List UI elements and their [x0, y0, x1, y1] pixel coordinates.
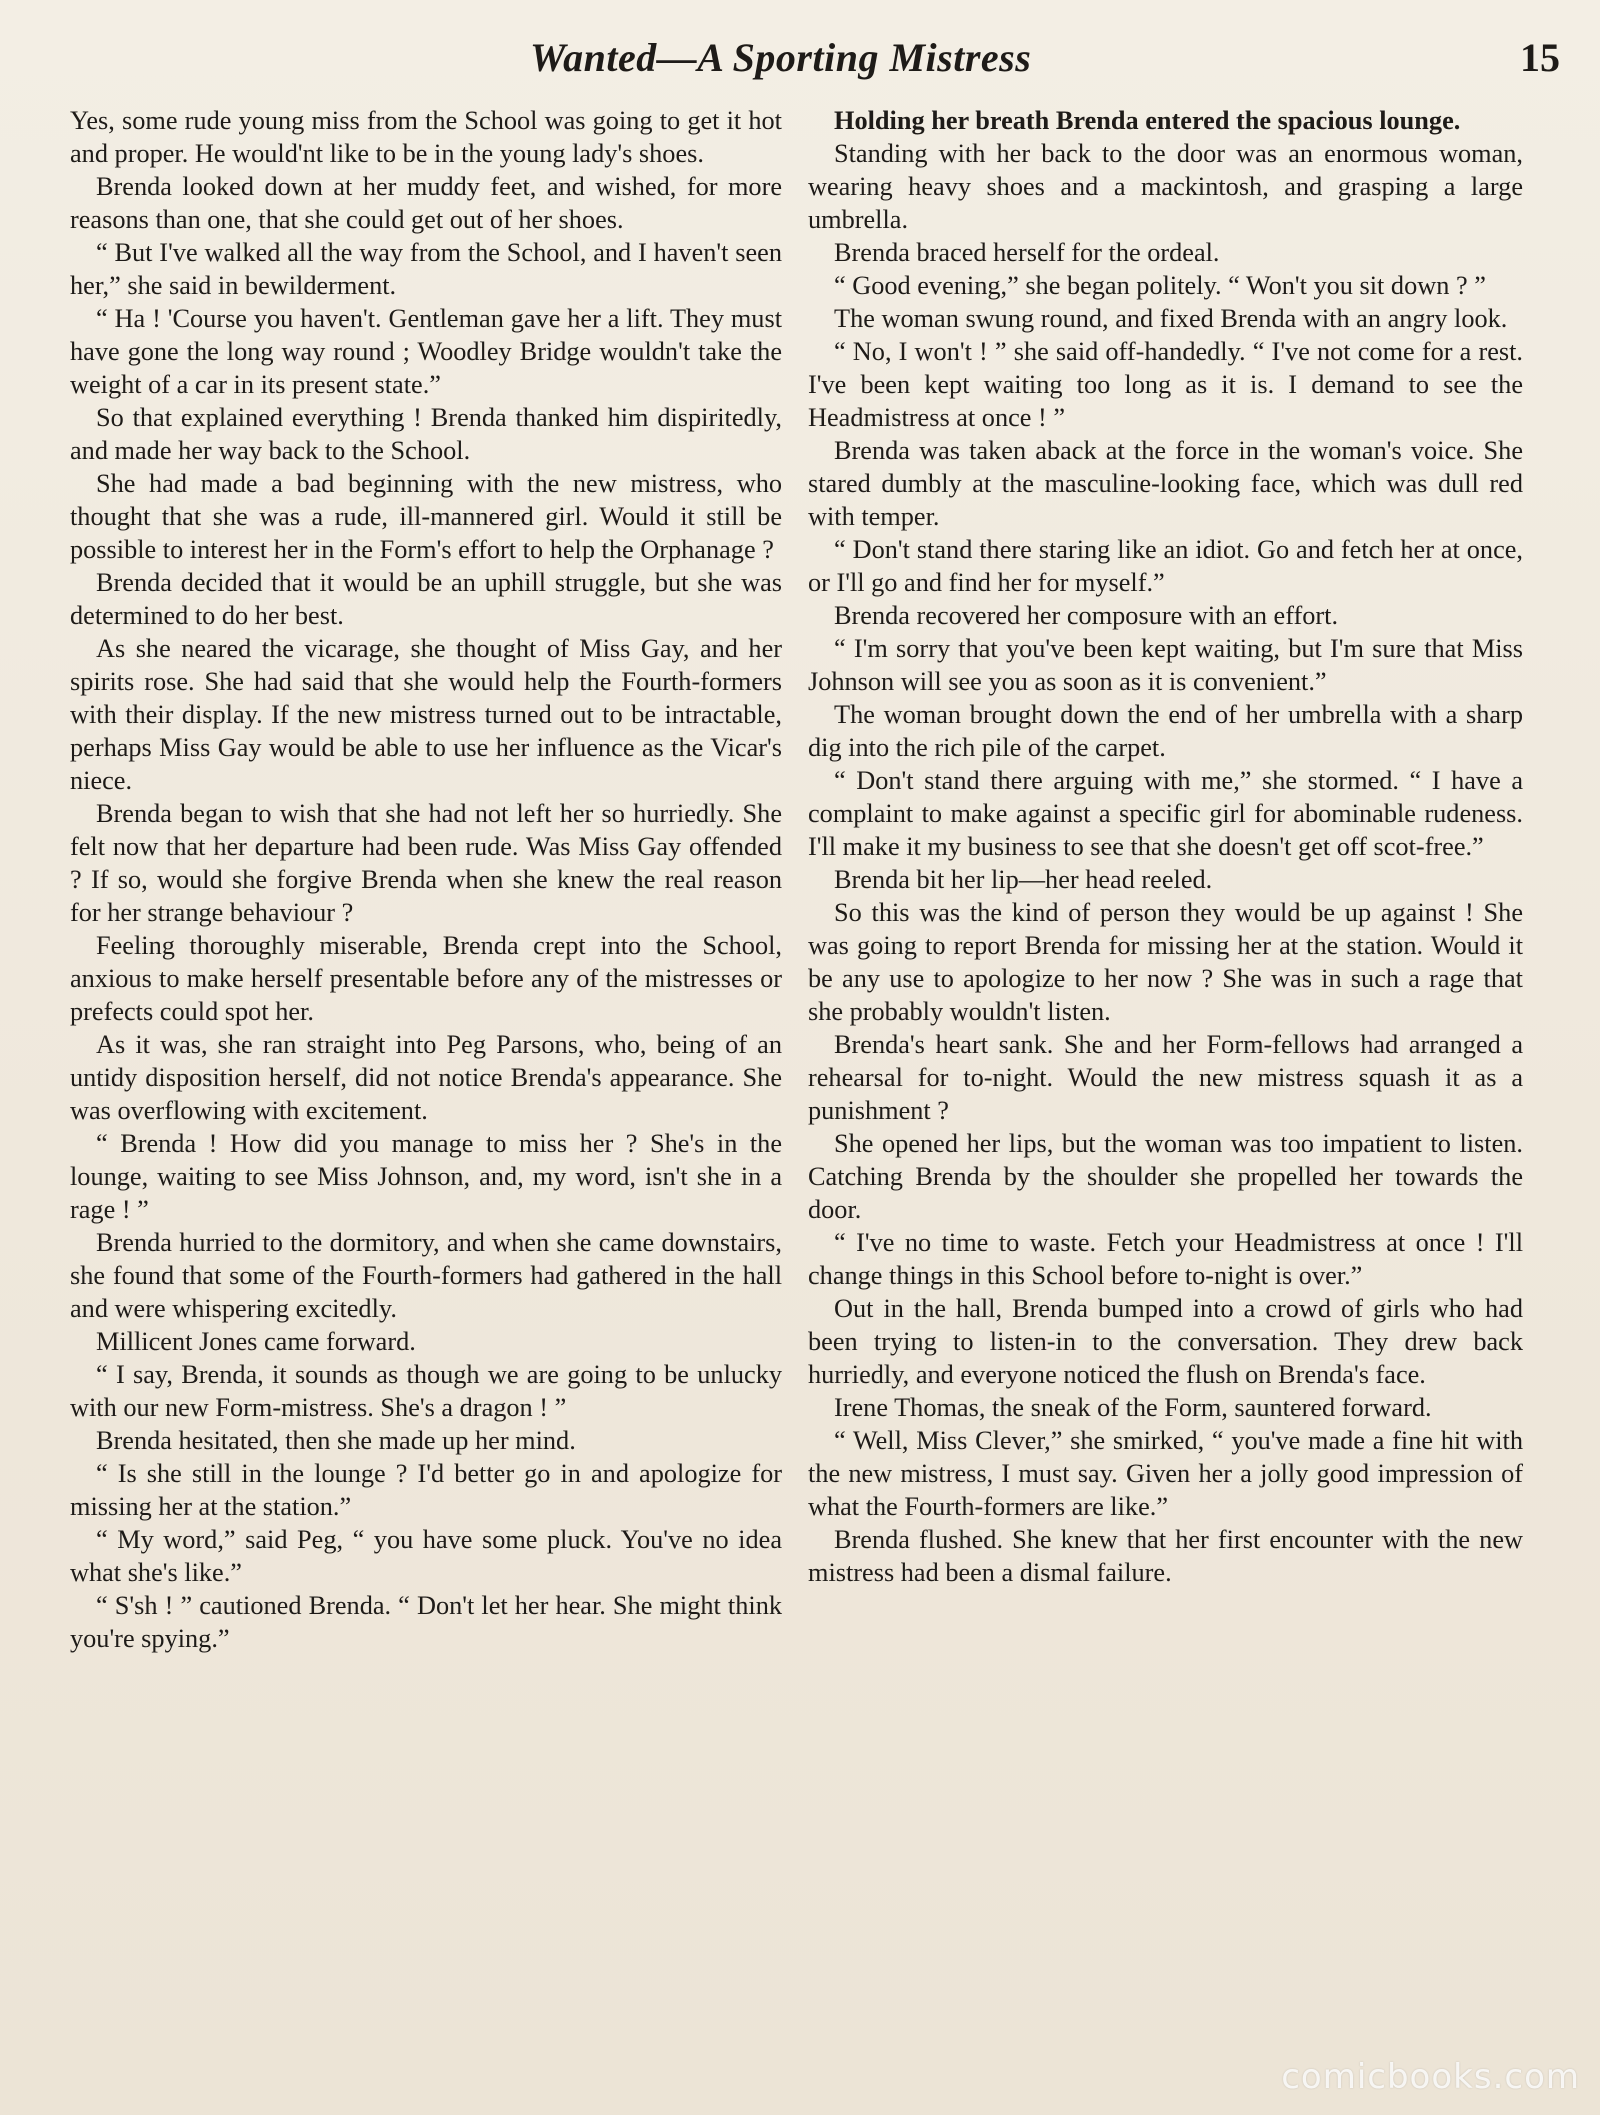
paragraph: Brenda began to wish that she had not left her so hurriedly. She felt now that her departure had been rude. Was Miss Gay offended ? If so, would she forgive Brenda when she knew the real reason for her strange behaviour ? [70, 799, 782, 927]
paragraph: She had made a bad beginning with the new mistress, who thought that she was a rude, ill-mannered girl. Would it still be possible to interest her in the Form's effort to help the Orphanage ? [70, 469, 782, 564]
paragraph: “ I'm sorry that you've been kept waiting, but I'm sure that Miss Johnson will see you as soon as it is convenient.” [808, 634, 1523, 696]
paragraph: “ My word,” said Peg, “ you have some pluck. You've no idea what she's like.” [70, 1525, 782, 1587]
left-column [70, 104, 782, 1655]
paragraph: “ I say, Brenda, it sounds as though we are going to be unlucky with our new Form-mistress. She's a dragon ! ” [70, 1360, 782, 1422]
paragraph: Brenda's heart sank. She and her Form-fellows had arranged a rehearsal for to-night. Would the new mistress squash it as a punishment ? [808, 1030, 1523, 1125]
paragraph: “ Ha ! 'Course you haven't. Gentleman gave her a lift. They must have gone the long way round ; Woodley Bridge wouldn't take the weight of a car in its present state.” [70, 304, 782, 399]
running-title: Wanted—A Sporting Mistress [530, 35, 1032, 80]
paragraph: Holding her breath Brenda entered the spacious lounge. [834, 106, 1461, 135]
paragraph: Feeling thoroughly miserable, Brenda crept into the School, anxious to make herself presentable before any of the mistresses or prefects could spot her. [70, 931, 782, 1026]
paragraph: Brenda hurried to the dormitory, and when she came downstairs, she found that some of the Fourth-formers had gathered in the hall and were whispering excitedly. [70, 1228, 782, 1323]
paragraph: Brenda flushed. She knew that her first encounter with the new mistress had been a dismal failure. [808, 1525, 1523, 1587]
paragraph: Brenda recovered her composure with an effort. [834, 601, 1339, 630]
paragraph: “ Don't stand there arguing with me,” she stormed. “ I have a complaint to make against a specific girl for abominable rudeness. I'll make it my business to see that she doesn't get off scot-free.” [808, 766, 1523, 861]
right-column [808, 104, 1523, 1589]
watermark: comicbooks.com [1281, 2057, 1580, 2097]
paragraph: So that explained everything ! Brenda thanked him dispiritedly, and made her way back to the School. [70, 403, 782, 465]
paragraph: “ S'sh ! ” cautioned Brenda. “ Don't let her hear. She might think you're spying.” [70, 1591, 782, 1653]
paragraph: The woman swung round, and fixed Brenda with an angry look. [834, 304, 1508, 333]
paragraph: Brenda braced herself for the ordeal. [834, 238, 1220, 267]
paragraph: So this was the kind of person they would be up against ! She was going to report Brenda for missing her at the station. Would it be any use to apologize to her now ? She was in such a rage that she probably wouldn't listen. [808, 898, 1523, 1026]
page-header [0, 34, 1600, 94]
paragraph: Yes, some rude young miss from the School was going to get it hot and proper. He would'nt like to be in the young lady's shoes. [70, 106, 782, 168]
paragraph: “ Well, Miss Clever,” she smirked, “ you've made a fine hit with the new mistress, I must say. Given her a jolly good impression of what the Fourth-formers are like.” [808, 1426, 1523, 1521]
paragraph: Out in the hall, Brenda bumped into a crowd of girls who had been trying to listen-in to the conversation. They drew back hurriedly, and everyone noticed the flush on Brenda's face. [808, 1294, 1523, 1389]
paragraph: Brenda hesitated, then she made up her mind. [96, 1426, 576, 1455]
paragraph: “ Is she still in the lounge ? I'd better go in and apologize for missing her at the station.” [70, 1459, 782, 1521]
paragraph: The woman brought down the end of her umbrella with a sharp dig into the rich pile of the carpet. [808, 700, 1523, 762]
paragraph: As it was, she ran straight into Peg Parsons, who, being of an untidy disposition herself, did not notice Brenda's appearance. She was overflowing with excitement. [70, 1030, 782, 1125]
paragraph: “ Don't stand there staring like an idiot. Go and fetch her at once, or I'll go and find her for myself.” [808, 535, 1523, 597]
paragraph: “ But I've walked all the way from the School, and I haven't seen her,” she said in bewilderment. [70, 238, 782, 300]
paragraph: “ Good evening,” she began politely. “ Won't you sit down ? ” [834, 271, 1486, 300]
paragraph: “ I've no time to waste. Fetch your Headmistress at once ! I'll change things in this School before to-night is over.” [808, 1228, 1523, 1290]
paragraph: As she neared the vicarage, she thought of Miss Gay, and her spirits rose. She had said that she would help the Fourth-formers with their display. If the new mistress turned out to be intractable, perhaps Miss Gay would be able to use her influence as the Vicar's niece. [70, 634, 782, 795]
page-number: 15 [1520, 35, 1560, 80]
paragraph: Brenda looked down at her muddy feet, and wished, for more reasons than one, that she could get out of her shoes. [70, 172, 782, 234]
paragraph: Irene Thomas, the sneak of the Form, sauntered forward. [834, 1393, 1432, 1422]
paragraph: She opened her lips, but the woman was too impatient to listen. Catching Brenda by the shoulder she propelled her towards the door. [808, 1129, 1523, 1224]
paragraph: Millicent Jones came forward. [96, 1327, 416, 1356]
paragraph: Brenda decided that it would be an uphill struggle, but she was determined to do her best. [70, 568, 782, 630]
paragraph: Brenda bit her lip—her head reeled. [834, 865, 1213, 894]
paragraph: Standing with her back to the door was an enormous woman, wearing heavy shoes and a mackintosh, and grasping a large umbrella. [808, 139, 1523, 234]
paragraph: “ Brenda ! How did you manage to miss her ? She's in the lounge, waiting to see Miss Johnson, and, my word, isn't she in a rage ! ” [70, 1129, 782, 1224]
paragraph: Brenda was taken aback at the force in the woman's voice. She stared dumbly at the masculine-looking face, which was dull red with temper. [808, 436, 1523, 531]
paragraph: “ No, I won't ! ” she said off-handedly. “ I've not come for a rest. I've been kept waiting too long as it is. I demand to see the Headmistress at once ! ” [808, 337, 1523, 432]
